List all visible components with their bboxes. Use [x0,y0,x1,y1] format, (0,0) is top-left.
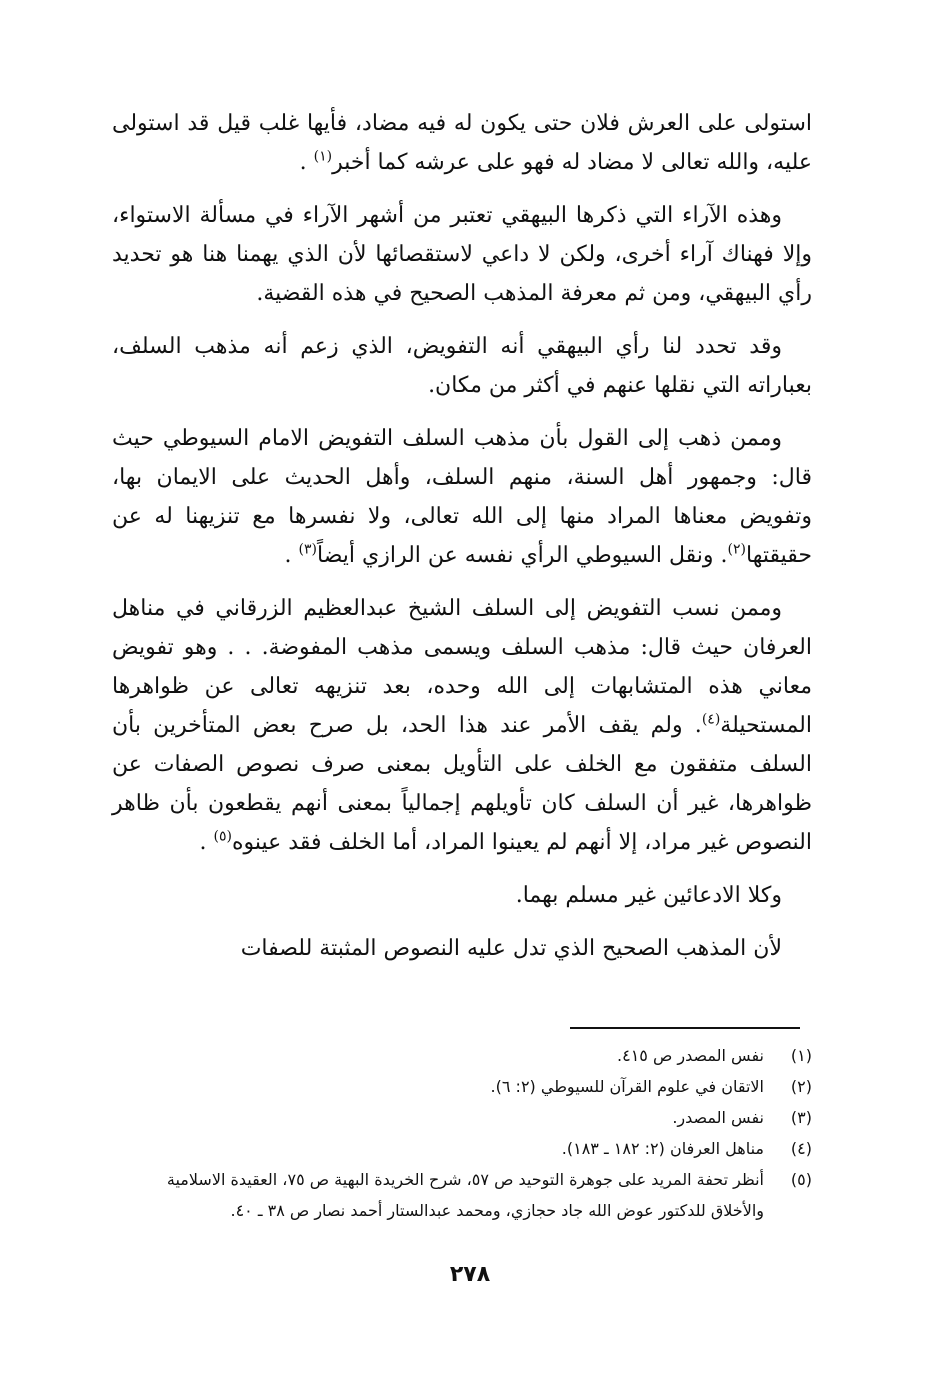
footnote-number: (٤) [790,1139,812,1158]
paragraph-3-text: وقد تحدد لنا رأي البيهقي أنه التفويض، الذي زعم أنه مذهب السلف، بعباراته التي نقلها عنهم في أكثر من مكان. [112,334,812,398]
paragraph-7-text: لأن المذهب الصحيح الذي تدل عليه النصوص المثبتة للصفات [240,936,782,961]
footnote-ref-4: (٤) [701,711,721,728]
paragraph-1-text: استولى على العرش فلان حتى يكون له فيه مضاد، فأيها غلب قيل قد استولى عليه، والله تعالى لا مضاد له فهو على عرشه كما أخبر [112,111,812,175]
paragraph-6 [112,876,812,915]
footnote-ref-3: (٣) [298,541,317,558]
paragraph-7 [112,929,812,968]
paragraph-1-end: . [299,150,314,175]
footnote-text: أنظر تحفة المريد على جوهرة التوحيد ص ٥٧، شرح الخريدة البهية ص ٧٥، العقيدة الاسلامية والأخلاق للدكتور عوض الله جاد حجازي، ومحمد عبدالستار أحمد نصار ص ٣٨ ـ ٤٠. [166,1170,764,1220]
paragraph-3 [112,327,812,405]
footnote-text: نفس المصدر ص ٤١٥. [617,1046,764,1065]
footnote-ref-2: (٢) [727,541,747,558]
paragraph-4-text-b: . ونقل السيوطي الرأي نفسه عن الرازي أيضاً [317,543,728,568]
paragraph-4-text-a: وممن ذهب إلى القول بأن مذهب السلف التفويض الامام السيوطي حيث قال: وجمهور أهل السنة، منهم السلف، وأهل الحديث على الايمان بها، وتفويض معناها المراد منها إلى الله تعالى، ولا نفسرها مع تنزيهنا له عن حقيقتها [112,426,812,568]
footnote-2 [112,1071,812,1102]
footnote-text: نفس المصدر. [672,1108,764,1127]
page-number: ٢٧٨ [449,1262,491,1287]
footnote-4 [112,1133,812,1164]
footnote-5 [112,1164,812,1226]
footnote-divider [570,1027,800,1029]
footnote-number: (٢) [790,1077,812,1096]
paragraph-5-text-a: وممن نسب التفويض إلى السلف الشيخ عبدالعظيم الزرقاني في مناهل العرفان حيث قال: مذهب السلف ويسمى مذهب المفوضة. . . وهو تفويض معاني هذه المتشابهات إلى الله وحده، بعد تنزيهه تعالى عن ظواهرها المستحيلة [112,596,812,738]
paragraph-6-text: وكلا الادعائين غير مسلم بهما. [515,883,782,908]
footnotes [112,1040,812,1226]
paragraph-4 [112,419,812,575]
paragraph-5-end: . [199,830,214,855]
paragraph-2 [112,196,812,313]
footnote-number: (٥) [790,1170,812,1189]
footnote-number: (١) [790,1046,812,1065]
paragraph-5-text-b: . ولم يقف الأمر عند هذا الحد، بل صرح بعض المتأخرين بأن السلف متفقون مع الخلف على التأويل بمعنى صرف نصوص الصفات عن ظواهرها، غير أن السلف كان تأويلهم إجمالياً بمعنى أنهم يقطعون بأن ظاهر النصوص غير مراد، إلا أنهم لم يعينوا المراد، أما الخلف فقد عينوه [112,713,812,855]
footnote-3 [112,1102,812,1133]
footnote-text: الاتقان في علوم القرآن للسيوطي (٢: ٦). [490,1077,764,1096]
paragraph-2-text: وهذه الآراء التي ذكرها البيهقي تعتبر من أشهر الآراء في مسألة الاستواء، وإلا فهناك آراء أخرى، ولكن لا داعي لاستقصائها لأن الذي يهمنا هنا هو تحديد رأي البيهقي، ومن ثم معرفة المذهب الصحيح في هذه القضية. [112,203,812,306]
footnote-number: (٣) [790,1108,812,1127]
paragraph-5 [112,589,812,862]
paragraph-4-end: . [284,543,299,568]
paragraph-1 [112,104,812,182]
footnote-ref-5: (٥) [213,828,232,845]
main-text [112,104,812,982]
footnote-1 [112,1040,812,1071]
footnote-ref-1: (١) [313,148,333,165]
footnote-text: مناهل العرفان (٢: ١٨٢ ـ ١٨٣). [561,1139,764,1158]
